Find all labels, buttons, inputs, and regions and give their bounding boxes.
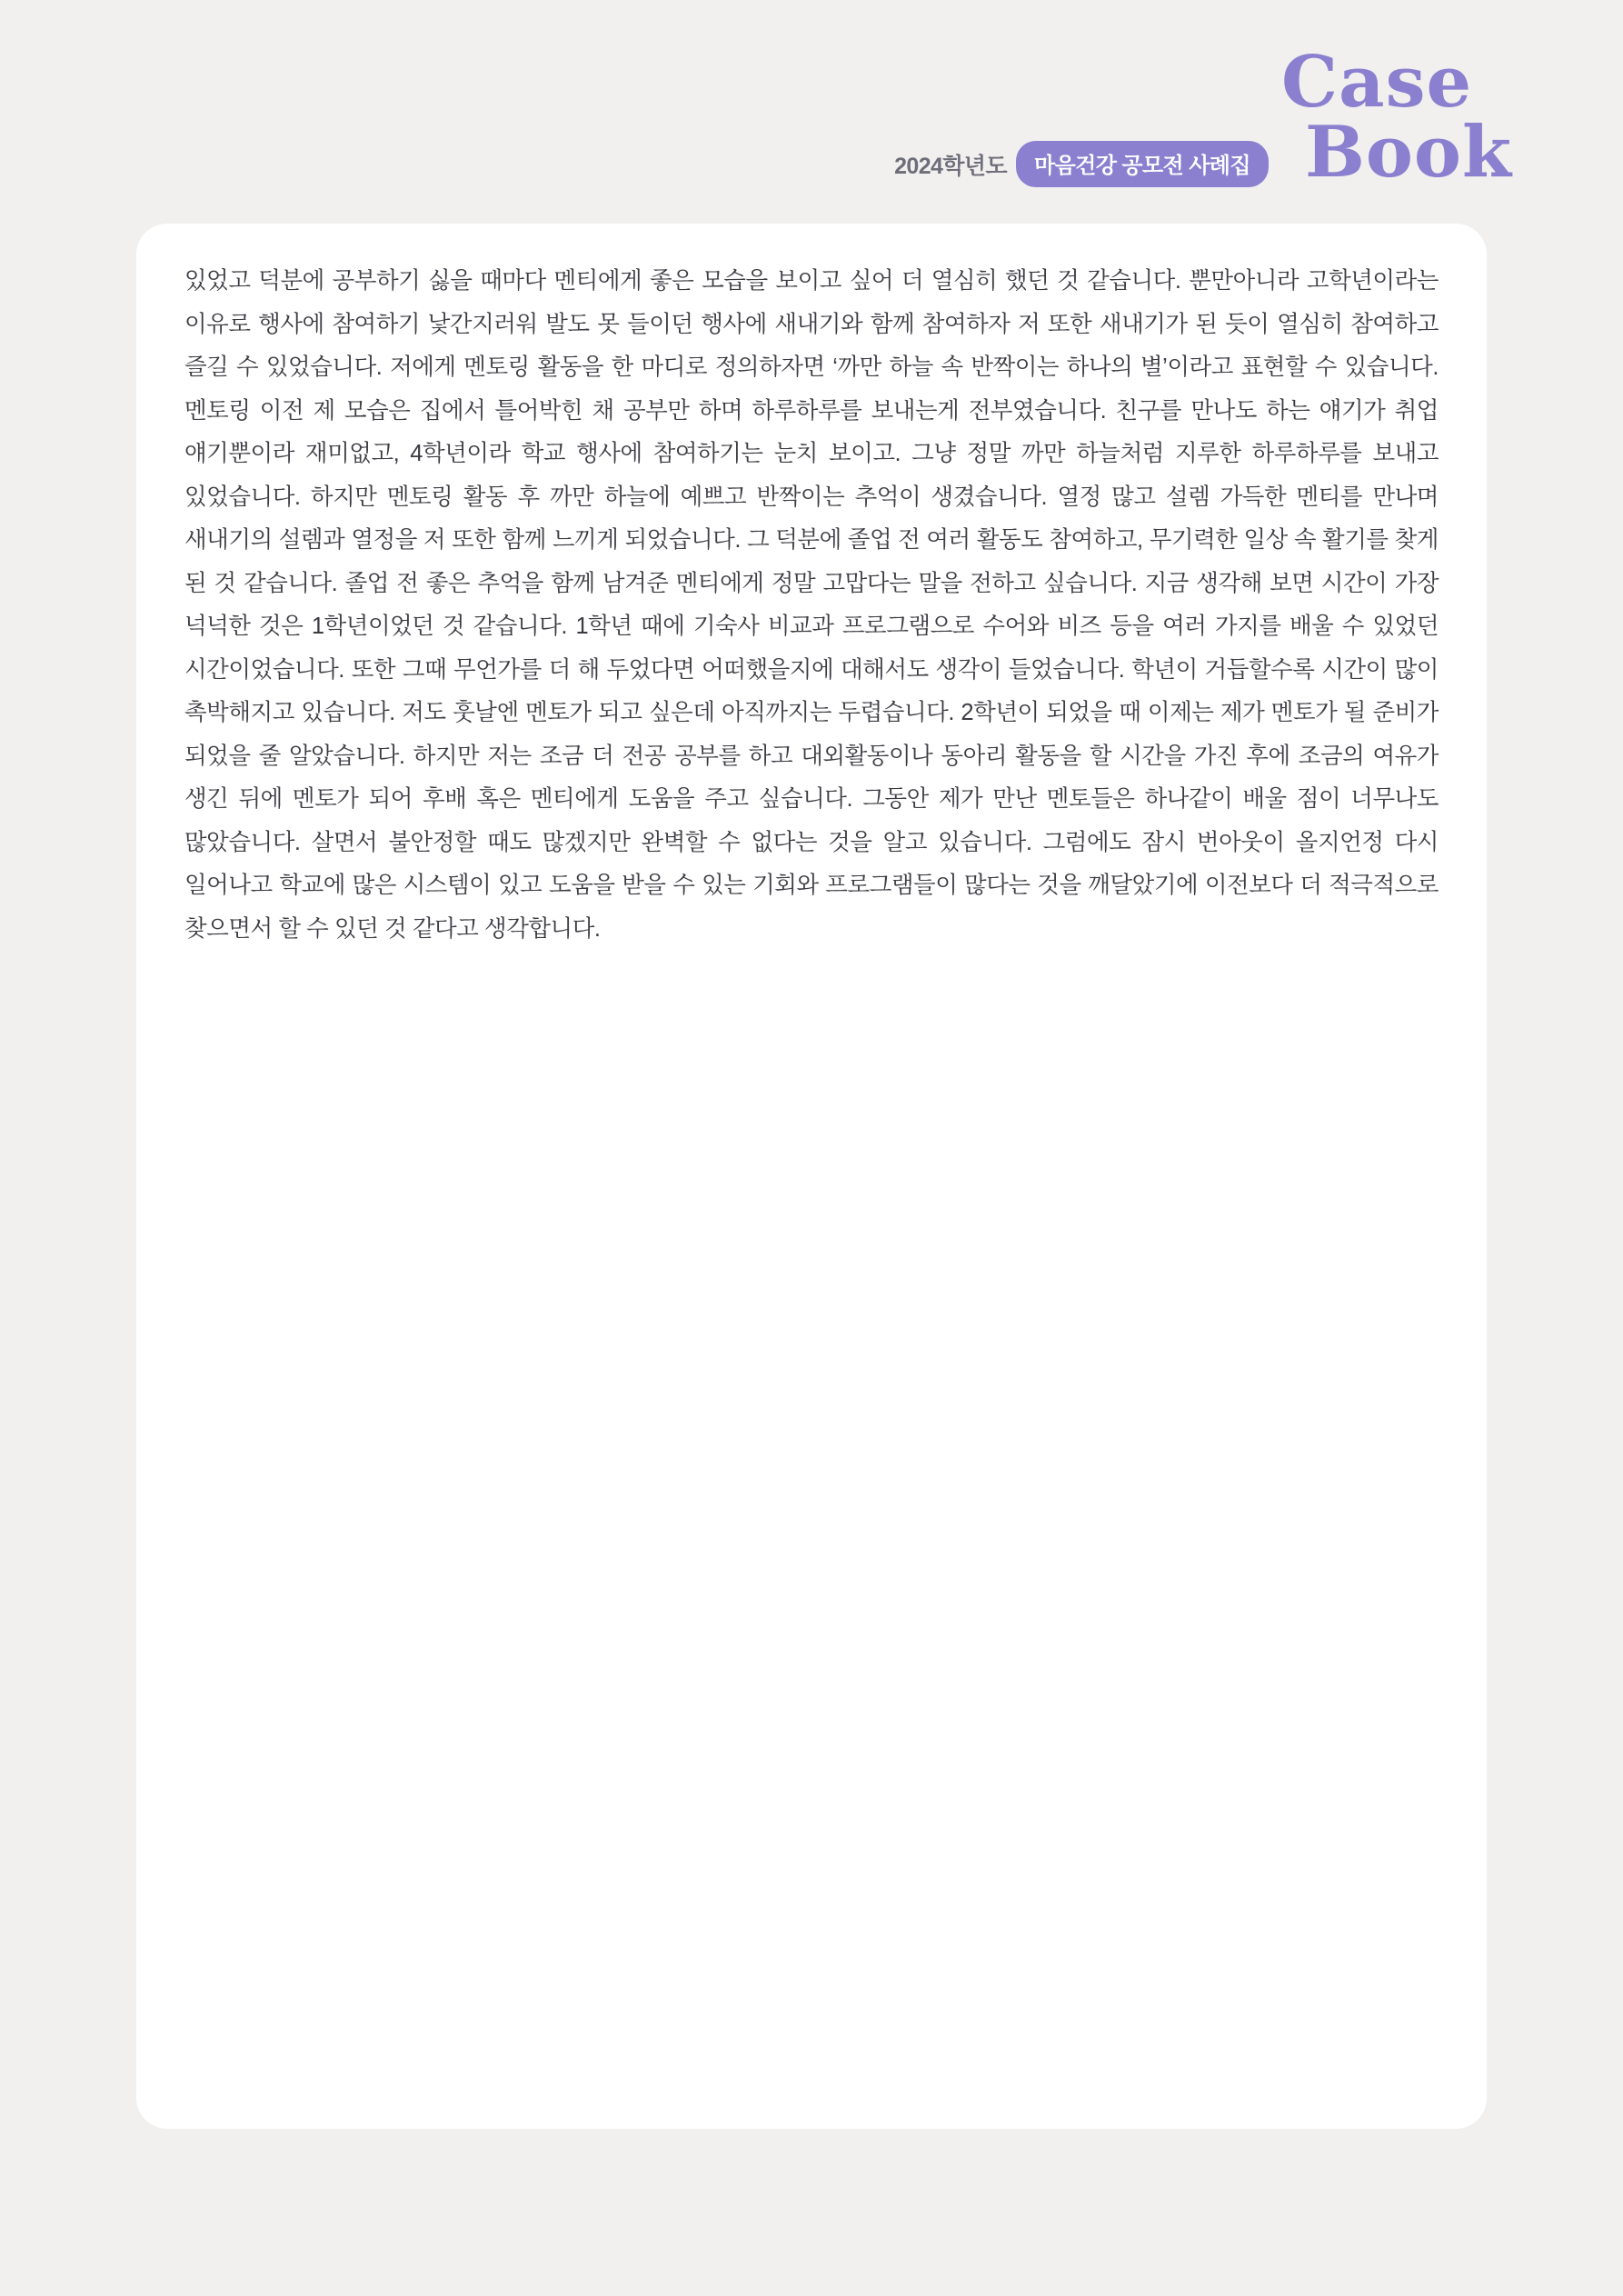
brand-logo-line1: Case: [1280, 41, 1473, 124]
document-header: [894, 41, 1512, 194]
brand-logo-line2: Book: [1304, 110, 1512, 194]
header-subtitle-group: [894, 50, 1269, 187]
essay-paragraph: 있었고 덕분에 공부하기 싫을 때마다 멘티에게 좋은 모습을 보이고 싶어 더 열심히 했던 것 같습니다. 뿐만아니라 고학년이라는 이유로 행사에 참여하기 낯간지러워 발도 못 들이던 행사에 새내기와 함께 참여하자 저 또한 새내기가 된 듯이 열심히 참여하고 즐길 수 있었습니다. 저에게 멘토링 활동을 한 마디로 정의하자면 ‘까만 하늘 속 반짝이는 하나의 별’이라고 표현할 수 있습니다. 멘토링 이전 제 모습은 집에서 틀어박힌 채 공부만 하며 하루하루를 보내는게 전부였습니다. 친구를 만나도 하는 얘기가 취업 얘기뿐이라 재미없고, 4학년이라 학교 행사에 참여하기는 눈치 보이고. 그냥 정말 까만 하늘처럼 지루한 하루하루를 보내고 있었습니다. 하지만 멘토링 활동 후 까만 하늘에 예쁘고 반짝이는 추억이 생겼습니다. 열정 많고 설렘 가득한 멘티를 만나며 새내기의 설렘과 열정을 저 또한 함께 느끼게 되었습니다. 그 덕분에 졸업 전 여러 활동도 참여하고, 무기력한 일상 속 활기를 찾게 된 것 같습니다. 졸업 전 좋은 추억을 함께 남겨준 멘티에게 정말 고맙다는 말을 전하고 싶습니다. 지금 생각해 보면 시간이 가장 넉넉한 것은 1학년이었던 것 같습니다. 1학년 때에 기숙사 비교과 프로그램으로 수어와 비즈 등을 여러 가지를 배울 수 있었던 시간이었습니다. 또한 그때 무언가를 더 해 두었다면 어떠했을지에 대해서도 생각이 들었습니다. 학년이 거듭할수록 시간이 많이 촉박해지고 있습니다. 저도 훗날엔 멘토가 되고 싶은데 아직까지는 두렵습니다. 2학년이 되었을 때 이제는 제가 멘토가 될 준비가 되었을 줄 알았습니다. 하지만 저는 조금 더 전공 공부를 하고 대외활동이나 동아리 활동을 할 시간을 가진 후에 조금의 여유가 생긴 뒤에 멘토가 되어 후배 혹은 멘티에게 도움을 주고 싶습니다. 그동안 제가 만난 멘토들은 하나같이 배울 점이 너무나도 많았습니다. 살면서 불안정할 때도 많겠지만 완벽할 수 없다는 것을 알고 있습니다. 그럼에도 잠시 번아웃이 올지언정 다시 일어나고 학교에 많은 시스템이 있고 도움을 받을 수 있는 기회와 프로그램들이 많다는 것을 깨달았기에 이전보다 더 적극적으로 찾으면서 할 수 있던 것 같다고 생각합니다.: [184, 268, 1445, 942]
header-badge-row: [894, 141, 1269, 187]
content-card: [136, 224, 1487, 2129]
brand-logo: [1280, 41, 1512, 194]
contest-title-badge: 마음건강 공모전 사례집: [1016, 141, 1269, 187]
academic-year-label: 2024학년도: [894, 153, 1007, 179]
